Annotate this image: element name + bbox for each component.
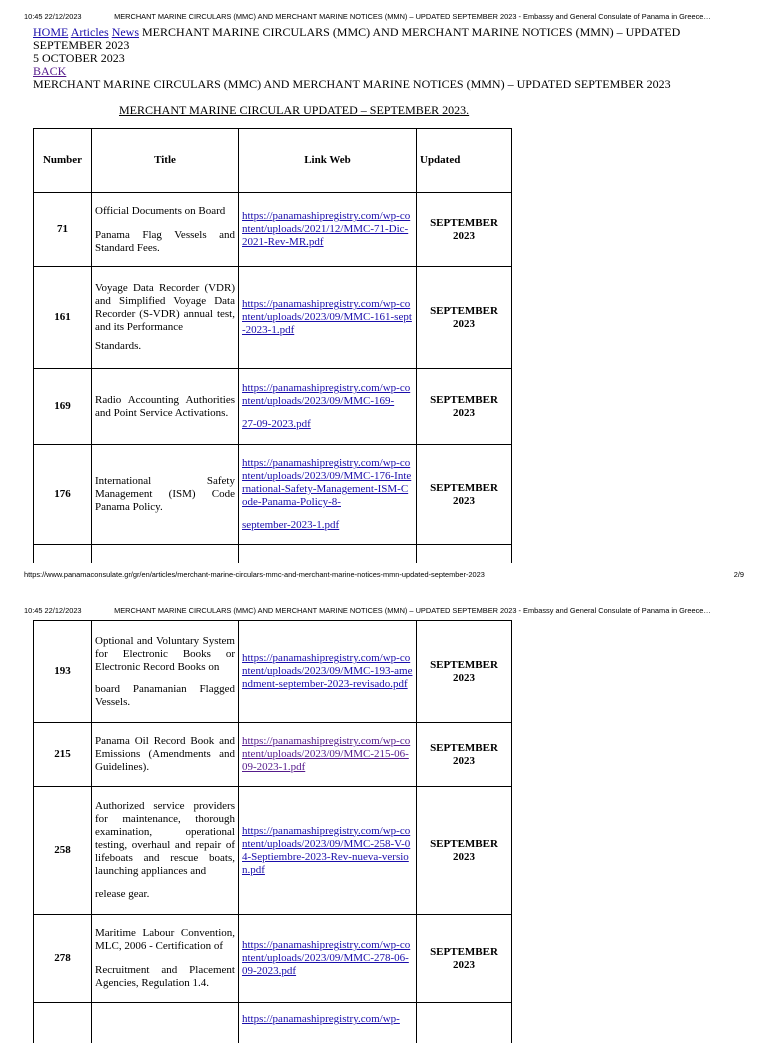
- header-number: Number: [34, 129, 92, 193]
- mmc-table: [33, 128, 512, 563]
- row-title: [92, 267, 239, 369]
- breadcrumb-news-link[interactable]: News: [111, 25, 140, 39]
- row-title-text: Recruitment and Placement Agencies, Regulation 1.4.: [95, 964, 235, 989]
- row-updated: SEPTEMBER 2023: [417, 723, 512, 787]
- row-link: [239, 193, 417, 267]
- row-number: 215: [34, 723, 92, 787]
- row-updated: [417, 1003, 512, 1043]
- table-row: [34, 621, 512, 723]
- print-doc-title: MERCHANT MARINE CIRCULARS (MMC) AND MERCHANT MARINE NOTICES (MMN) – UPDATED SEPTEMBER 2023 - Embassy and General Consulate of Panama in Greece…: [114, 12, 711, 21]
- row-updated: SEPTEMBER 2023: [417, 267, 512, 369]
- table-row: [34, 193, 512, 267]
- row-title-text: Panama Flag Vessels and Standard Fees.: [95, 228, 235, 254]
- row-number: 71: [34, 193, 92, 267]
- print-header: [24, 12, 748, 21]
- table-row-partial: [34, 545, 512, 563]
- row-updated: SEPTEMBER 2023: [417, 369, 512, 445]
- row-title-text: board Panamanian Flagged Vessels.: [95, 682, 235, 708]
- print-doc-title: MERCHANT MARINE CIRCULARS (MMC) AND MERCHANT MARINE NOTICES (MMN) – UPDATED SEPTEMBER 2023 - Embassy and General Consulate of Panama in Greece…: [114, 606, 711, 615]
- back-link[interactable]: BACK: [33, 64, 67, 78]
- mmc-pdf-link-cont[interactable]: 27-09-2023.pdf: [242, 418, 311, 430]
- row-link: [239, 1003, 417, 1043]
- print-timestamp: 10:45 22/12/2023: [24, 606, 82, 615]
- row-title-text: Authorized service providers for maintenance, thorough examination, operational testing, overhaul and repair of lifeboats and rescue boats, launching appliances and: [95, 800, 235, 877]
- table-row: [34, 915, 512, 1003]
- row-title: [92, 723, 239, 787]
- row-title: [92, 1003, 239, 1043]
- table-row-partial: [34, 1003, 512, 1043]
- row-updated: SEPTEMBER 2023: [417, 445, 512, 545]
- row-number: [34, 1003, 92, 1043]
- print-page-number: 2/9: [733, 570, 744, 579]
- mmc-pdf-link[interactable]: https://panamashipregistry.com/wp-content/uploads/2023/09/MMC-176-International-Safety-Management-ISM-Code-Panama-Policy-8-: [242, 457, 412, 508]
- mmc-pdf-link[interactable]: https://panamashipregistry.com/wp-content/uploads/2021/12/MMC-71-Dic-2021-Rev-MR.pdf: [242, 210, 411, 248]
- header-title: Title: [92, 129, 239, 193]
- row-title: [92, 621, 239, 723]
- table-row: [34, 445, 512, 545]
- row-title: [92, 787, 239, 915]
- header-link-web: Link Web: [239, 129, 417, 193]
- table-row: [34, 267, 512, 369]
- header-updated: Updated: [417, 129, 512, 193]
- row-link: [239, 915, 417, 1003]
- table-row: [34, 787, 512, 915]
- row-link: [239, 787, 417, 915]
- mmc-pdf-link[interactable]: https://panamashipregistry.com/wp-content/uploads/2023/09/MMC-193-amendment-september-2023-revisado.pdf: [242, 652, 413, 690]
- mmc-pdf-link[interactable]: https://panamashipregistry.com/wp-content/uploads/2023/09/MMC-169-: [242, 382, 411, 407]
- breadcrumb-current: MERCHANT MARINE CIRCULARS (MMC) AND MERCHANT MARINE NOTICES (MMN) – UPDATED SEPTEMBER 2023: [33, 25, 681, 52]
- row-title: [92, 915, 239, 1003]
- table-row: [34, 723, 512, 787]
- mmc-table-continued: [33, 620, 512, 1043]
- row-number: 169: [34, 369, 92, 445]
- row-updated: SEPTEMBER 2023: [417, 787, 512, 915]
- row-link: [239, 267, 417, 369]
- row-updated: SEPTEMBER 2023: [417, 915, 512, 1003]
- row-title: [92, 369, 239, 445]
- row-title-text: release gear.: [95, 888, 150, 900]
- article-header: [33, 26, 743, 91]
- row-title-text: Radio Accounting Authorities and Point Service Activations.: [95, 393, 235, 419]
- row-link: [239, 369, 417, 445]
- row-updated: SEPTEMBER 2023: [417, 193, 512, 267]
- row-title-text: Maritime Labour Convention, MLC, 2006 - Certification of: [95, 927, 235, 952]
- row-title: [92, 193, 239, 267]
- row-title-text: Official Documents on Board: [95, 204, 226, 217]
- mmc-pdf-link[interactable]: https://panamashipregistry.com/wp-content/uploads/2023/09/MMC-258-V-04-Septiembre-2023-Rev-nueva-version.pdf: [242, 824, 411, 876]
- breadcrumb: [33, 26, 743, 52]
- row-title-text: Voyage Data Recorder (VDR) and Simplified Voyage Data Recorder (S-VDR) annual test, and its Performance: [95, 282, 235, 333]
- mmc-pdf-link[interactable]: https://panamashipregistry.com/wp-content/uploads/2023/09/MMC-161-sept-2023-1.pdf: [242, 298, 412, 336]
- row-number: 278: [34, 915, 92, 1003]
- row-number: 193: [34, 621, 92, 723]
- mmc-pdf-link[interactable]: https://panamashipregistry.com/wp-content/uploads/2023/09/MMC-215-06-09-2023-1.pdf: [242, 735, 411, 773]
- section-heading: MERCHANT MARINE CIRCULAR UPDATED – SEPTEMBER 2023.: [119, 103, 470, 117]
- print-timestamp: 10:45 22/12/2023: [24, 12, 82, 21]
- print-url: https://www.panamaconsulate.gr/gr/en/articles/merchant-marine-circulars-mmc-and-merchant-marine-notices-mmn-updated-september-2023: [24, 570, 485, 579]
- row-title: [92, 445, 239, 545]
- row-title-text: Panama Oil Record Book and Emissions (Amendments and Guidelines).: [95, 735, 235, 773]
- row-number: 161: [34, 267, 92, 369]
- row-updated: SEPTEMBER 2023: [417, 621, 512, 723]
- mmc-pdf-link-cont[interactable]: september-2023-1.pdf: [242, 519, 340, 531]
- row-number: 176: [34, 445, 92, 545]
- row-title-text: Standards.: [95, 340, 142, 352]
- row-title-text: International Safety Management (ISM) Code Panama Policy.: [95, 475, 235, 513]
- page-gap: [0, 586, 768, 600]
- row-link: [239, 621, 417, 723]
- print-header: [24, 606, 748, 615]
- breadcrumb-articles-link[interactable]: Articles: [70, 25, 109, 39]
- table-header-row: [34, 129, 512, 193]
- row-link: [239, 445, 417, 545]
- mmc-pdf-link[interactable]: https://panamashipregistry.com/wp-content/uploads/2023/09/MMC-278-06-09-2023.pdf: [242, 939, 411, 977]
- table-row: [34, 369, 512, 445]
- print-footer: [24, 570, 744, 579]
- row-title-text: Optional and Voluntary System for Electronic Books or Electronic Record Books on: [95, 634, 235, 673]
- breadcrumb-home-link[interactable]: HOME: [33, 25, 69, 39]
- row-number: 258: [34, 787, 92, 915]
- article-date: 5 OCTOBER 2023: [33, 51, 125, 65]
- row-link: [239, 723, 417, 787]
- mmc-pdf-link[interactable]: https://panamashipregistry.com/wp-: [242, 1013, 400, 1025]
- article-title: MERCHANT MARINE CIRCULARS (MMC) AND MERCHANT MARINE NOTICES (MMN) – UPDATED SEPTEMBER 2023: [33, 77, 671, 91]
